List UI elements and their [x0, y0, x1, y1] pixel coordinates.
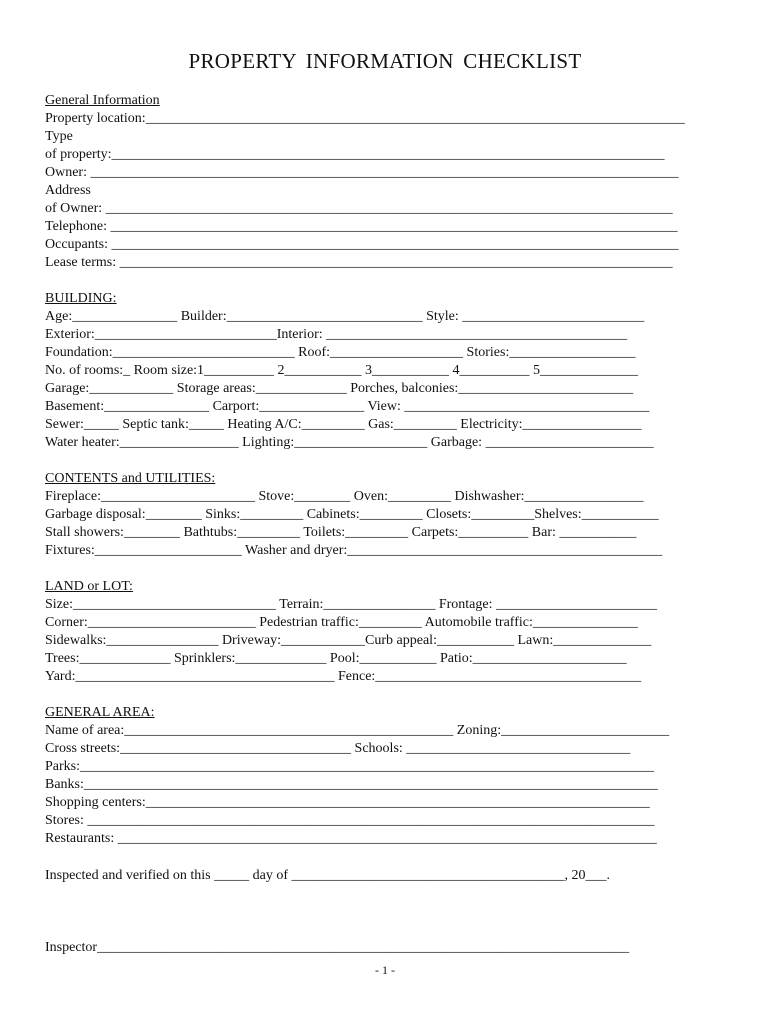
building-row[interactable]: Garage:____________ Storage areas:_____________ Porches, balconies:_________________________ [45, 381, 634, 396]
building-row[interactable]: Foundation:__________________________ Roof:___________________ Stories:__________________ [45, 345, 636, 360]
address-label: Address [45, 183, 91, 198]
section-heading-building: BUILDING: [45, 291, 117, 306]
building-row[interactable]: Exterior:__________________________Interior: ___________________________________________ [45, 327, 628, 342]
inspector-signature-field[interactable]: Inspector____________________________________________________________________________ [45, 940, 630, 955]
building-row[interactable]: No. of rooms:_ Room size:1__________ 2___________ 3___________ 4__________ 5______________ [45, 363, 639, 378]
building-row[interactable]: Sewer:_____ Septic tank:_____ Heating A/C:_________ Gas:_________ Electricity:_________________ [45, 417, 642, 432]
property-location-field[interactable]: Property location:_____________________________________________________________________________ [45, 111, 685, 126]
land-row[interactable]: Sidewalks:________________ Driveway:____________Curb appeal:___________ Lawn:______________ [45, 633, 652, 648]
land-row[interactable]: Size:_____________________________ Terrain:________________ Frontage: _______________________ [45, 597, 658, 612]
land-row[interactable]: Yard:_____________________________________ Fence:______________________________________ [45, 669, 642, 684]
building-row[interactable]: Age:_______________ Builder:____________________________ Style: __________________________ [45, 309, 645, 324]
section-heading-land: LAND or LOT: [45, 579, 133, 594]
address-of-owner-field[interactable]: of Owner: _________________________________________________________________________________ [45, 201, 673, 216]
building-row[interactable]: Water heater:_________________ Lighting:___________________ Garbage: ________________________ [45, 435, 654, 450]
contents-row[interactable]: Fireplace:______________________ Stove:________ Oven:_________ Dishwasher:_________________ [45, 489, 644, 504]
general-area-row[interactable]: Banks:__________________________________________________________________________________ [45, 777, 658, 792]
section-heading-general-area: GENERAL AREA: [45, 705, 155, 720]
section-heading-contents: CONTENTS and UTILITIES: [45, 471, 216, 486]
general-area-row[interactable]: Name of area:_______________________________________________ Zoning:________________________ [45, 723, 670, 738]
page-title: PROPERTY INFORMATION CHECKLIST [188, 49, 582, 73]
land-row[interactable]: Corner:________________________ Pedestrian traffic:_________ Automobile traffic:_______________ [45, 615, 638, 630]
general-area-row[interactable]: Stores: _________________________________________________________________________________ [45, 813, 655, 828]
land-row[interactable]: Trees:_____________ Sprinklers:_____________ Pool:___________ Patio:______________________ [45, 651, 627, 666]
occupants-field[interactable]: Occupants: _________________________________________________________________________________ [45, 237, 679, 252]
section-heading-general: General Information [45, 93, 160, 108]
general-area-row[interactable]: Restaurants: _____________________________________________________________________________ [45, 831, 657, 846]
type-of-property-field[interactable]: of property:_______________________________________________________________________________ [45, 147, 665, 162]
page-number: - 1 - [375, 963, 395, 977]
building-row[interactable]: Basement:_______________ Carport:_______________ View: ___________________________________ [45, 399, 650, 414]
lease-terms-field[interactable]: Lease terms: _______________________________________________________________________________ [45, 255, 673, 270]
contents-row[interactable]: Stall showers:________ Bathtubs:_________ Toilets:_________ Carpets:__________ Bar: ___________ [45, 525, 637, 540]
contents-row[interactable]: Garbage disposal:________ Sinks:_________ Cabinets:_________ Closets:_________Shelves:___________ [45, 507, 659, 522]
contents-row[interactable]: Fixtures:_____________________ Washer and dryer:_____________________________________________ [45, 543, 663, 558]
inspection-verification-line[interactable]: Inspected and verified on this _____ day of _______________________________________, 20___. [45, 868, 610, 883]
general-area-row[interactable]: Shopping centers:________________________________________________________________________ [45, 795, 650, 810]
general-area-row[interactable]: Parks:__________________________________________________________________________________ [45, 759, 654, 774]
general-area-row[interactable]: Cross streets:_________________________________ Schools: ________________________________ [45, 741, 631, 756]
owner-field[interactable]: Owner: ____________________________________________________________________________________ [45, 165, 679, 180]
telephone-field[interactable]: Telephone: _________________________________________________________________________________ [45, 219, 678, 234]
type-label: Type [45, 129, 73, 144]
